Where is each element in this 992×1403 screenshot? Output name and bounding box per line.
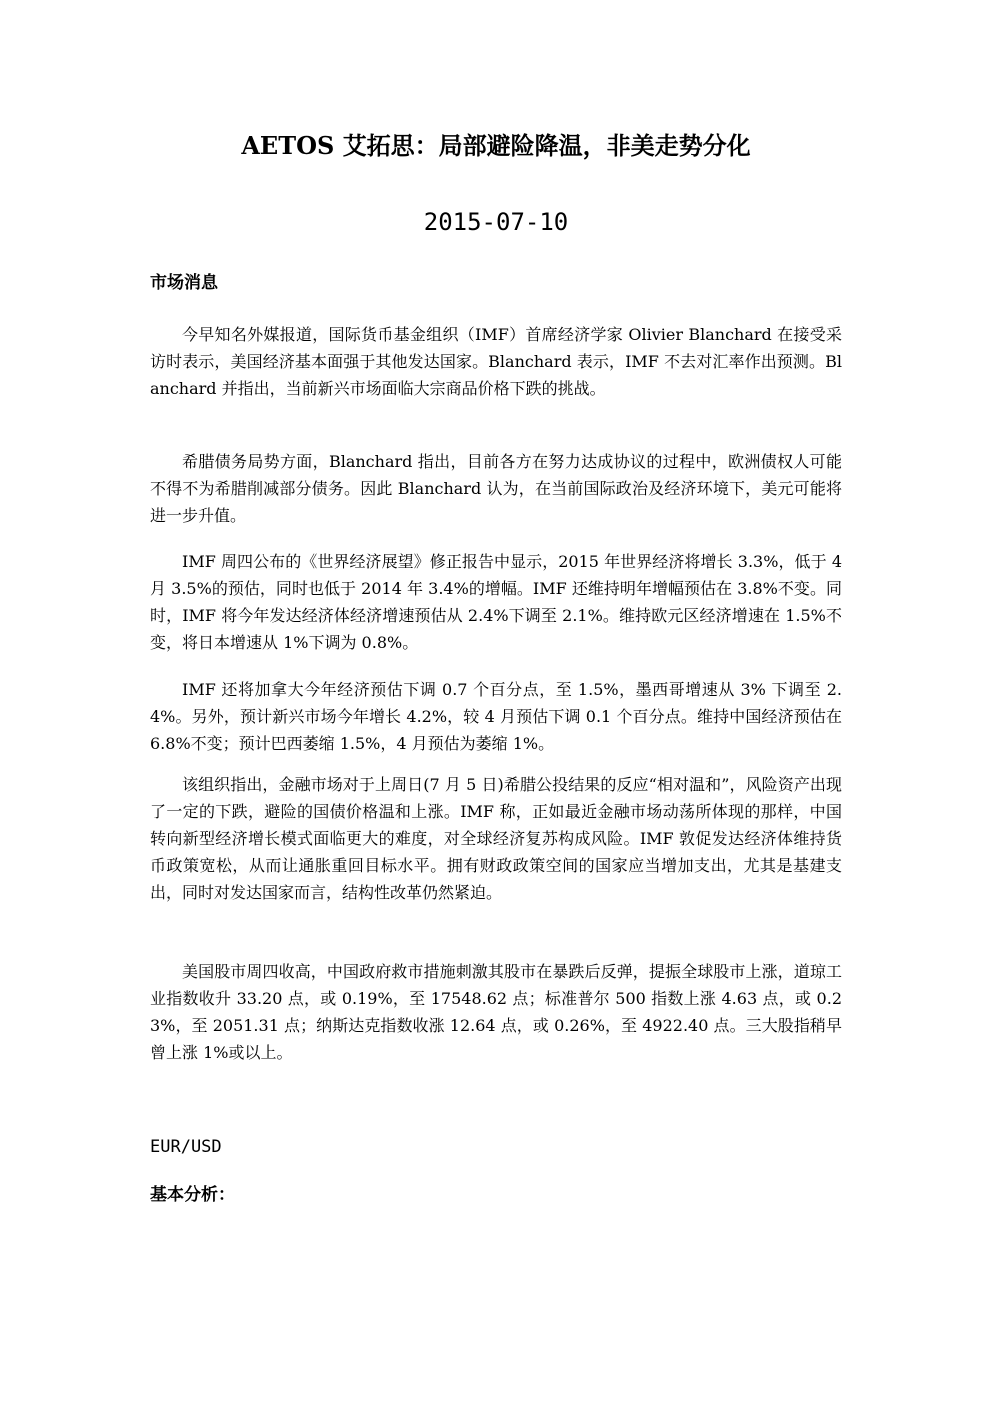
section-heading-fundamental-analysis: 基本分析： [150,1185,235,1205]
document-title: AETOS 艾拓思：局部避险降温，非美走势分化 [241,131,751,160]
paragraph-imf-outlook: IMF 周四公布的《世界经济展望》修正报告中显示，2015 年世界经济将增长 3.3%，低于 4 月 3.5%的预估，同时也低于 2014 年 3.4%的增幅。IMF 还维持明年增幅预估在 3.8%不变。同时，IMF 将今年发达经济体经济增速预估从 2.4%下调至 2.1%。维持欧元区经济增速在 1.5%不变，将日本增速从 1%下调为 0.8%。 [150,552,842,652]
paragraph-imf-regional-forecasts: IMF 还将加拿大今年经济预估下调 0.7 个百分点，至 1.5%，墨西哥增速从 3% 下调至 2.4%。另外，预计新兴市场今年增长 4.2%，较 4 月预估下调 0.1 个百分点。维持中国经济预估在 6.8%不变；预计巴西萎缩 1.5%，4 月预估为萎缩 1%。 [150,680,842,753]
section-heading-market-news: 市场消息 [150,273,218,293]
paragraph-greek-debt: 希腊债务局势方面，Blanchard 指出，目前各方在努力达成协议的过程中，欧洲债权人可能不得不为希腊削减部分债务。因此 Blanchard 认为，在当前国际政治及经济环境下，美元可能将进一步升值。 [150,452,842,525]
document-date: 2015-07-10 [423,208,569,236]
paragraph-blanchard-interview: 今早知名外媒报道，国际货币基金组织（IMF）首席经济学家 Olivier Blanchard 在接受采访时表示，美国经济基本面强于其他发达国家。Blanchard 表示，IMF 不去对汇率作出预测。Blanchard 并指出，当前新兴市场面临大宗商品价格下跌的挑战。 [150,325,842,398]
paragraph-us-stocks: 美国股市周四收高，中国政府救市措施刺激其股市在暴跌后反弹，提振全球股市上涨，道琼工业指数收升 33.20 点，或 0.19%，至 17548.62 点；标准普尔 500 指数上涨 4.63 点，或 0.23%，至 2051.31 点；纳斯达克指数收涨 12.64 点，或 0.26%，至 4922.40 点。三大股指稍早曾上涨 1%或以上。 [150,962,842,1062]
paragraph-financial-markets: 该组织指出，金融市场对于上周日(7 月 5 日)希腊公投结果的反应“相对温和”，风险资产出现了一定的下跌，避险的国债价格温和上涨。IMF 称，正如最近金融市场动荡所体现的那样，中国转向新型经济增长模式面临更大的难度，对全球经济复苏构成风险。IMF 敦促发达经济体维持货币政策宽松，从而让通胀重回目标水平。拥有财政政策空间的国家应当增加支出，尤其是基建支出，同时对发达国家而言，结构性改革仍然紧迫。 [150,775,842,902]
section-heading-eurusd: EUR/USD [150,1137,222,1157]
